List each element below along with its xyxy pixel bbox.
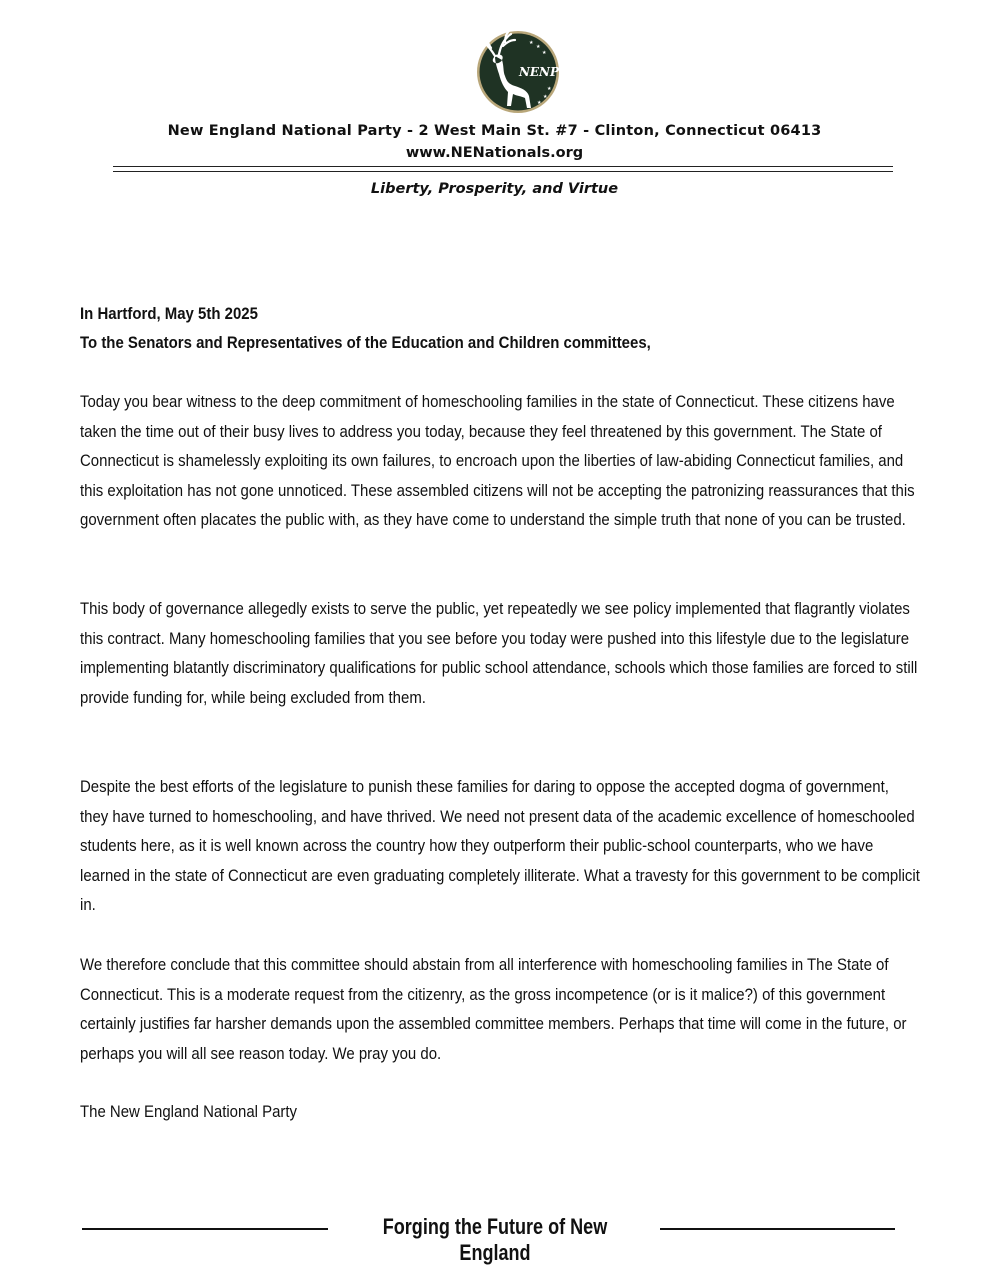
party-address: New England National Party - 2 West Main St. #7 - Clinton, Connecticut 06413 <box>167 123 822 139</box>
header-rule-top <box>113 166 893 167</box>
letter-salutation: To the Senators and Representatives of the Education and Children committees, <box>80 333 651 352</box>
party-motto: Liberty, Prosperity, and Virtue <box>370 181 619 197</box>
svg-text:★: ★ <box>529 40 534 46</box>
party-logo <box>465 26 561 116</box>
footer-rule-left <box>82 1228 328 1230</box>
svg-text:★: ★ <box>547 86 552 92</box>
logo-text: NENP <box>518 65 560 79</box>
letter-paragraph: Today you bear witness to the deep commitment of homeschooling families in the state of Connecticut. These citizens have taken the time out of their busy lives to address you today, because they feel threatened by this government. The State of Connecticut is shamelessly exploiting its own failures, to encroach upon the liberties of law-abiding Connecticut families, and this exploitation has not gone unnoticed. These assembled citizens will not be accepting the patronizing reassurances that this government often placates the public with, as they have come to understand the simple truth that none of you can be trusted. <box>80 392 915 530</box>
letter-date-line: In Hartford, May 5th 2025 <box>80 304 258 323</box>
svg-text:★: ★ <box>543 94 548 100</box>
header-rule-bottom <box>113 171 893 172</box>
footer-rule-right <box>660 1228 895 1230</box>
letter-paragraph: We therefore conclude that this committee should abstain from all interference with homeschooling families in The State of Connecticut. This is a moderate request from the citizenry, as the gross incompetence (or is it malice?) of this government certainly justifies far harsher demands upon the assembled committee members. Perhaps that time will come in the future, or perhaps you will all see reason today. We pray you do. <box>80 955 907 1063</box>
party-website: www.NENationals.org <box>405 145 584 161</box>
stag-icon <box>465 26 561 116</box>
svg-text:★: ★ <box>536 44 541 50</box>
svg-text:★: ★ <box>542 50 547 56</box>
svg-text:★: ★ <box>537 100 542 106</box>
letter-paragraph: Despite the best efforts of the legislature to punish these families for daring to oppose the accepted dogma of government, they have turned to homeschooling, and have thrived. We need not present data of the academic excellence of homeschooled students here, as it is well known across the country how they outperform their public-school counterparts, who we have learned in the state of Connecticut are even graduating completely illiterate. What a travesty for this government to be complicit in. <box>80 777 920 915</box>
letter-signature: The New England National Party <box>80 1102 298 1121</box>
letter-paragraph: This body of governance allegedly exists to serve the public, yet repeatedly we see policy implemented that flagrantly violates this contract. Many homeschooling families that you see before you today were pushed into this lifestyle due to the legislature implementing blatantly discriminatory qualifications for public school attendance, schools which those families are forced to still provide funding for, while being excluded from them. <box>80 599 918 707</box>
footer-slogan: Forging the Future of New England <box>382 1214 608 1265</box>
